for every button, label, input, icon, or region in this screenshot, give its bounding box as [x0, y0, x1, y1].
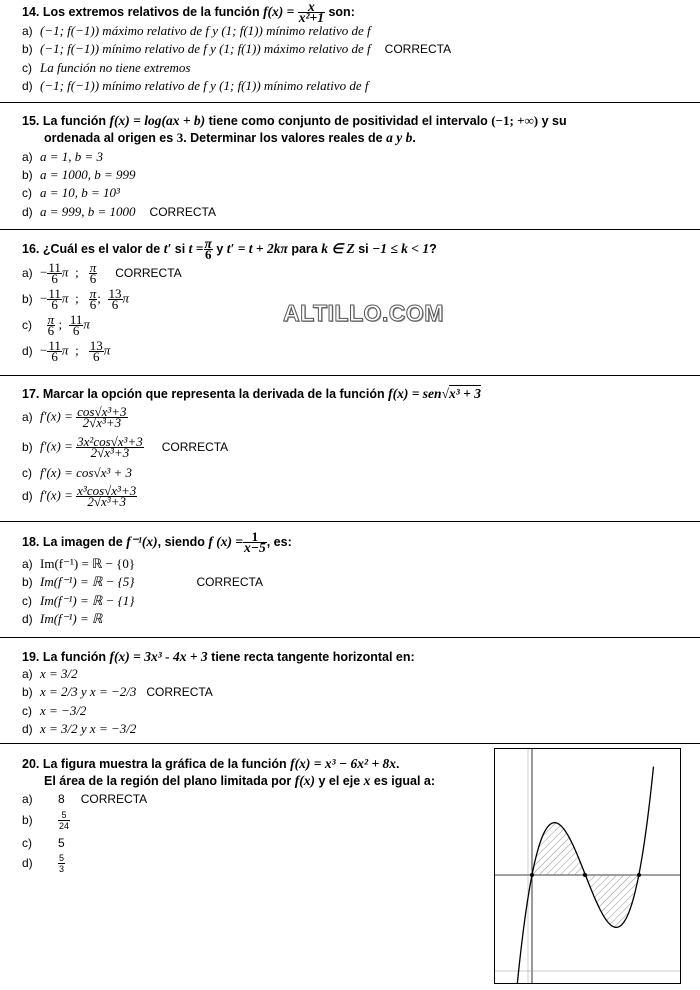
question-20-title-line1: 20. La figura muestra la gráfica de la función f(x) = x³ − 6x² + 8x. — [22, 756, 400, 771]
root-point — [530, 873, 534, 877]
correct-mark: CORRECTA — [115, 265, 182, 280]
option-d[interactable]: d) − $\frac{11}{6}$ π ; $\frac{13}{6}$ π — [22, 338, 111, 364]
option-b[interactable]: b) x = 2/3 y x = −2/3 CORRECTA — [22, 684, 213, 699]
correct-mark: CORRECTA — [149, 205, 216, 219]
correct-mark: CORRECTA — [146, 685, 213, 699]
sqrt-icon: √ — [441, 386, 449, 401]
divider — [0, 229, 700, 230]
option-c[interactable]: c) x = −3/2 — [22, 703, 87, 718]
root-point — [583, 873, 587, 877]
fraction: $\frac{1}{x-5}$ — [244, 529, 266, 555]
shaded-region-negative — [585, 875, 638, 927]
fraction: $\frac{\pi}{6}$ — [204, 236, 212, 262]
root-point — [637, 873, 641, 877]
fraction: $\frac{11}{6}$ — [48, 260, 61, 286]
option-a[interactable]: a) 8 CORRECTA — [22, 792, 148, 806]
option-d[interactable]: d) $\frac{5}{3}$ — [22, 853, 65, 874]
option-c[interactable]: c) a = 10, b = 10³ — [22, 185, 120, 200]
option-d[interactable]: d) f′(x) = $\frac{\text{x³cos√x³+3}}{\text{2√x³+3}}$ — [22, 483, 137, 509]
divider — [0, 521, 700, 522]
option-c[interactable]: c) Im(f⁻¹) = ℝ − {1} — [22, 593, 135, 608]
fraction: $\frac{5}{24}$ — [59, 810, 70, 831]
question-19-title: 19. La función f(x) = 3x³ - 4x + 3 tiene recta tangente horizontal en: — [22, 649, 415, 664]
fraction: $\frac{11}{6}$ — [69, 312, 83, 338]
fraction: $\frac{\pi}{6}$ — [47, 312, 55, 338]
fraction: $\frac{\pi}{6}$ — [89, 286, 97, 312]
option-c[interactable]: c) 5 — [22, 836, 65, 850]
fraction: $\frac{x}{\text{x²+1}}$ — [298, 0, 324, 25]
question-20-title-line2: El área de la región del plano limitada por f(x) y el eje x es igual a: — [44, 773, 436, 788]
divider — [0, 743, 700, 744]
fraction: $\frac{13}{6}$ — [108, 286, 122, 312]
option-d[interactable]: d) a = 999, b = 1000 CORRECTA — [22, 204, 216, 219]
option-c[interactable]: c) f′(x) = cos√x³ + 3 — [22, 465, 133, 480]
watermark-logo: ALTILLO.COM — [283, 300, 444, 326]
shaded-region-positive — [532, 823, 585, 875]
option-b[interactable]: b) − $\frac{11}{6}$ π ; $\frac{\pi}{6}$ ; $\frac{13}{6}$ π — [22, 286, 130, 312]
option-a[interactable]: a) a = 1, b = 3 — [22, 149, 104, 164]
option-b[interactable]: b) $\frac{5}{24}$ — [22, 810, 70, 831]
divider — [0, 637, 700, 638]
question-15-title-line2: ordenada al origen es 3. Determinar los valores reales de a y b. — [44, 130, 416, 145]
option-d[interactable]: d) x = 3/2 y x = −3/2 — [22, 721, 137, 736]
option-d[interactable]: d) (−1; f(−1)) mínimo relativo de f y (1; f(1)) mínimo relativo de f — [22, 78, 369, 93]
fraction: $\frac{5}{3}$ — [59, 853, 65, 874]
fraction: $\frac{\pi}{6}$ — [89, 260, 97, 286]
graph-svg — [495, 749, 680, 983]
option-d[interactable]: d) Im(f⁻¹) = ℝ — [22, 611, 103, 626]
fraction: $\frac{11}{6}$ — [48, 286, 61, 312]
option-b[interactable]: b) f′(x) = $\frac{\text{3x²cos√x³+3}}{\text{2√x³+3}}$ CORRECTA — [22, 434, 229, 460]
question-16-title: 16. ¿Cuál es el valor de t′ si t = $\frac{\pi}{6}$ y t′ = t + 2kπ para k ∈ Z si −1 ≤ k < 1? — [22, 236, 437, 262]
question-15-title-line1: 15. La función f(x) = log(ax + b) tiene como conjunto de positividad el intervalo (−1; +∞) y su — [22, 113, 567, 128]
option-b[interactable]: b) (−1; f(−1)) mínimo relativo de f y (1; f(1)) máximo relativo de f CORRECTA — [22, 41, 452, 56]
question-18-title: 18. La imagen de f⁻¹(x), siendo f (x) = $\frac{1}{x-5}$ , es: — [22, 529, 292, 555]
option-a[interactable]: a) − $\frac{11}{6}$ π ; $\frac{\pi}{6}$ CORRECTA — [22, 260, 182, 286]
divider — [0, 102, 700, 103]
fraction: $\frac{13}{6}$ — [89, 338, 103, 364]
fraction: $\frac{\text{cos√x³+3}}{\text{2√x³+3}}$ — [77, 404, 127, 430]
correct-mark: CORRECTA — [384, 42, 452, 56]
option-a[interactable]: a) Im(f⁻¹) = ℝ − {0} — [22, 556, 136, 571]
correct-mark: CORRECTA — [80, 792, 148, 806]
option-a[interactable]: a) x = 3/2 — [22, 666, 78, 681]
fraction: $\frac{\text{x³cos√x³+3}}{\text{2√x³+3}}$ — [77, 483, 137, 509]
option-b[interactable]: b) Im(f⁻¹) = ℝ − {5} CORRECTA — [22, 574, 263, 589]
function-graph — [494, 748, 681, 984]
option-a[interactable]: a) f′(x) = $\frac{\text{cos√x³+3}}{\text{2√x³+3}}$ — [22, 404, 127, 430]
option-c[interactable]: c) $\frac{\pi}{6}$ ; $\frac{11}{6}$ π — [22, 312, 90, 338]
divider — [0, 375, 700, 376]
question-17-title: 17. Marcar la opción que representa la derivada de la función f(x) = sen√x³ + 3 — [22, 386, 481, 401]
correct-mark: CORRECTA — [161, 439, 229, 454]
option-b[interactable]: b) a = 1000, b = 999 — [22, 167, 136, 182]
option-c[interactable]: c) La función no tiene extremos — [22, 60, 191, 75]
fraction: $\frac{\text{3x²cos√x³+3}}{\text{2√x³+3}}$ — [77, 434, 143, 460]
question-14-title: 14. Los extremos relativos de la función f(x) = $\frac{x}{\text{x²+1}}$ son: — [22, 0, 355, 25]
option-a[interactable]: a) (−1; f(−1)) máximo relativo de f y (1; f(1)) mínimo relativo de f — [22, 23, 371, 38]
correct-mark: CORRECTA — [196, 575, 263, 589]
fraction: $\frac{11}{6}$ — [48, 338, 61, 364]
